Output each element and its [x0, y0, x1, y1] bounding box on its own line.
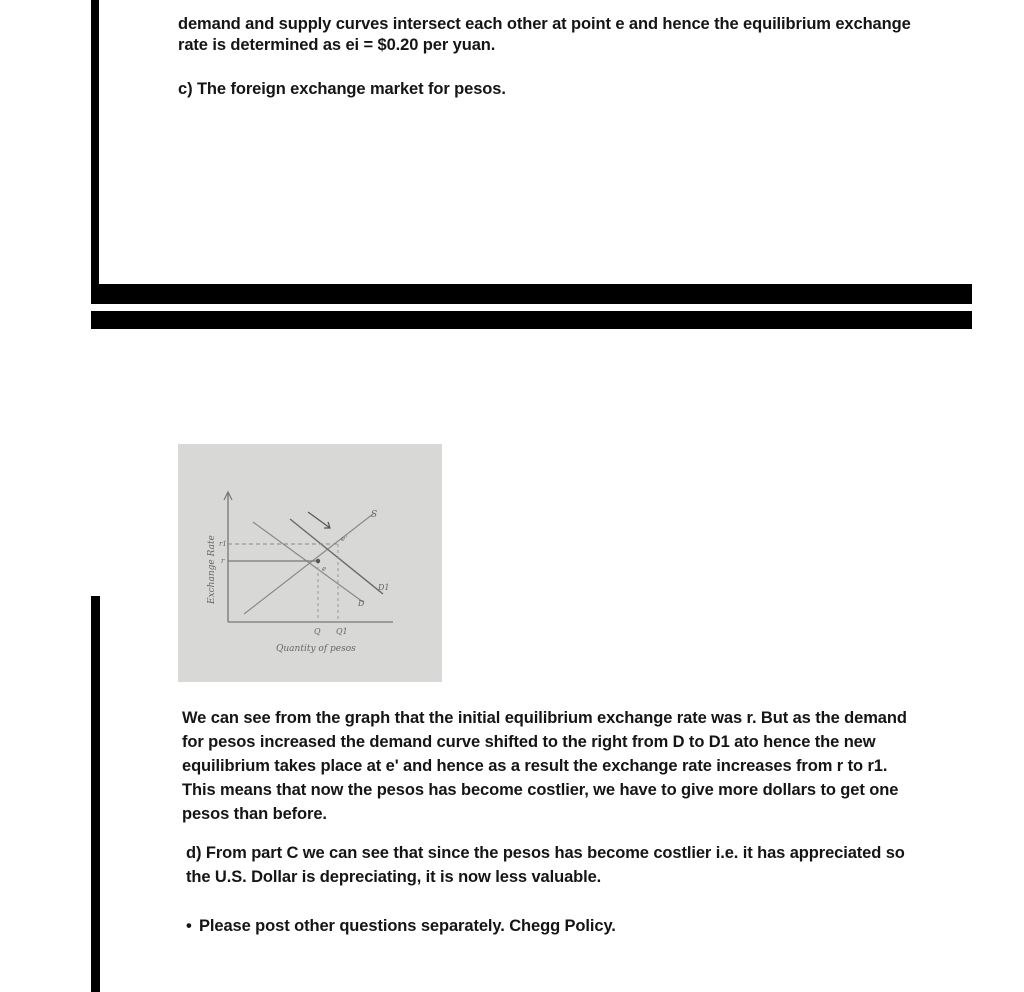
separator-bar-2	[91, 311, 972, 329]
graph-photo	[178, 444, 442, 682]
qty-label-q1: Q1	[336, 627, 348, 636]
explanation-line-5: pesos than before.	[182, 805, 327, 823]
equilibrium-point	[316, 559, 320, 563]
policy-note: Please post other questions separately. Chegg Policy.	[199, 917, 616, 935]
explanation-line-4: This means that now the pesos has become costlier, we have to give more dollars to get one	[182, 781, 899, 799]
left-border-top	[91, 0, 99, 288]
x-axis-label: Quantity of pesos	[276, 644, 356, 654]
part-c-heading: c) The foreign exchange market for pesos.	[178, 80, 506, 98]
explanation-line-3: equilibrium takes place at e' and hence as a result the exchange rate increases from r to r1.	[182, 757, 888, 775]
part-d-line-2: the U.S. Dollar is depreciating, it is now less valuable.	[186, 868, 602, 886]
top-text-line-2: rate is determined as ei = $0.20 per yuan.	[178, 36, 496, 54]
rate-label-r: r	[221, 557, 225, 565]
part-d-line-1: d) From part C we can see that since the pesos has become costlier i.e. it has appreciated so	[186, 844, 905, 862]
explanation-line-2: for pesos increased the demand curve shifted to the right from D to D1 ato hence the new	[182, 733, 876, 751]
point-new-label: e'	[341, 535, 348, 543]
demand-shift-label: D1	[378, 583, 390, 592]
qty-label-q: Q	[314, 627, 321, 636]
demand-label: D	[358, 599, 365, 608]
top-text-line-1: demand and supply curves intersect each other at point e and hence the equilibrium exchange	[178, 15, 911, 33]
policy-bullet: •	[186, 917, 192, 935]
supply-label: S	[371, 510, 378, 520]
rate-label-r1: r1	[219, 540, 227, 548]
y-axis-label: Exchange Rate	[207, 535, 217, 604]
point-initial-label: e	[322, 565, 327, 573]
separator-bar-1	[91, 284, 972, 304]
explanation-line-1: We can see from the graph that the initial equilibrium exchange rate was r. But as the demand	[182, 709, 907, 727]
left-border-bottom	[91, 596, 100, 992]
